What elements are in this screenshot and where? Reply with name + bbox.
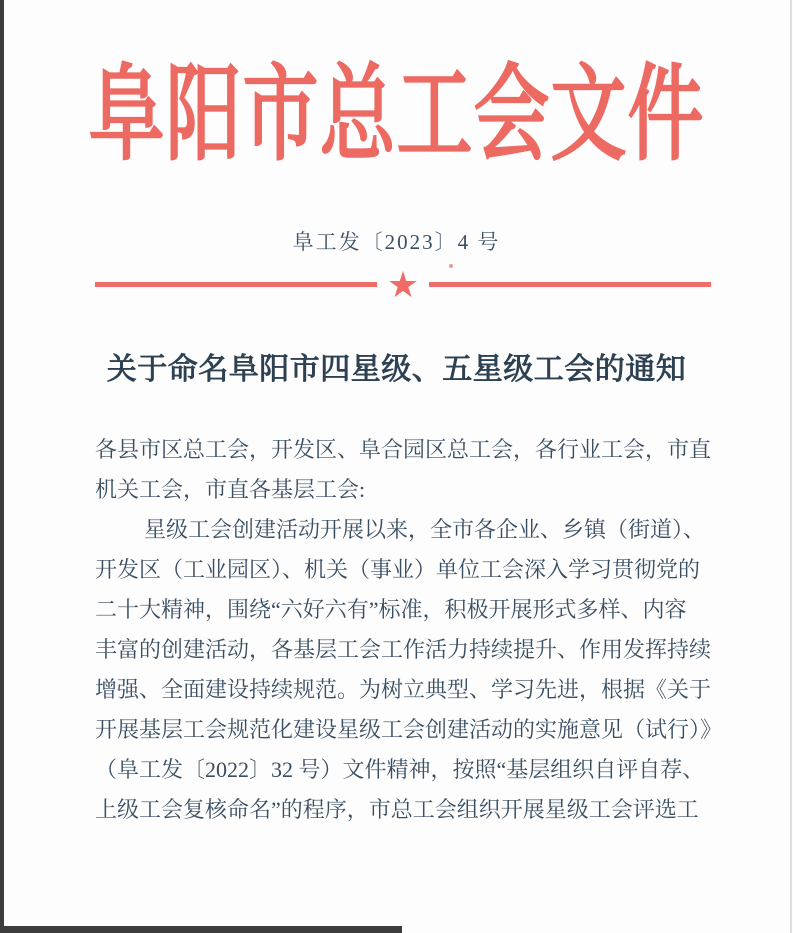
scan-border-left: [0, 0, 4, 933]
text-line: 机关工会，市直各基层工会:: [95, 477, 366, 502]
divider-line-right: [429, 282, 711, 287]
text-line: 开发区（工业园区）、机关（事业）单位工会深入学习贯彻党的: [95, 557, 701, 582]
red-divider: [95, 264, 711, 304]
text-line: 二十大精神，围绕“六好六有”标准，积极开展形式多样、内容: [95, 597, 687, 622]
letterhead: [0, 40, 793, 174]
scan-artifact-dot: [449, 264, 453, 268]
scan-border-bottom: [0, 926, 402, 933]
document-body: [95, 430, 723, 830]
text-line: 各县市区总工会，开发区、阜合园区总工会，各行业工会，市直: [95, 437, 712, 462]
document-number: 阜工发〔2023〕4 号: [292, 230, 501, 254]
document-title: 关于命名阜阳市四星级、五星级工会的通知: [106, 353, 687, 386]
salutation-block: [95, 430, 715, 510]
star-icon: ★: [386, 265, 420, 305]
text-line: 丰富的创建活动，各基层工会工作活力持续提升、作用发挥持续: [95, 637, 712, 662]
divider-line-left: [95, 282, 377, 287]
scan-border-right: [790, 0, 792, 933]
paragraph-block: [95, 510, 723, 830]
text-line: （阜工发〔2022〕32 号）文件精神，按照“基层组织自评自荐、: [95, 757, 705, 782]
text-line: 开展基层工会规范化建设星级工会创建活动的实施意见（试行）》: [95, 717, 723, 742]
text-line: 上级工会复核命名”的程序，市总工会组织开展星级工会评选工: [95, 797, 699, 822]
text-line: 增强、全面建设持续规范。为树立典型、学习先进，根据《关于: [95, 677, 712, 702]
letterhead-title: 阜阳市总工会文件: [88, 57, 705, 174]
text-line: 星级工会创建活动开展以来，全市各企业、乡镇（街道）、: [144, 517, 706, 542]
